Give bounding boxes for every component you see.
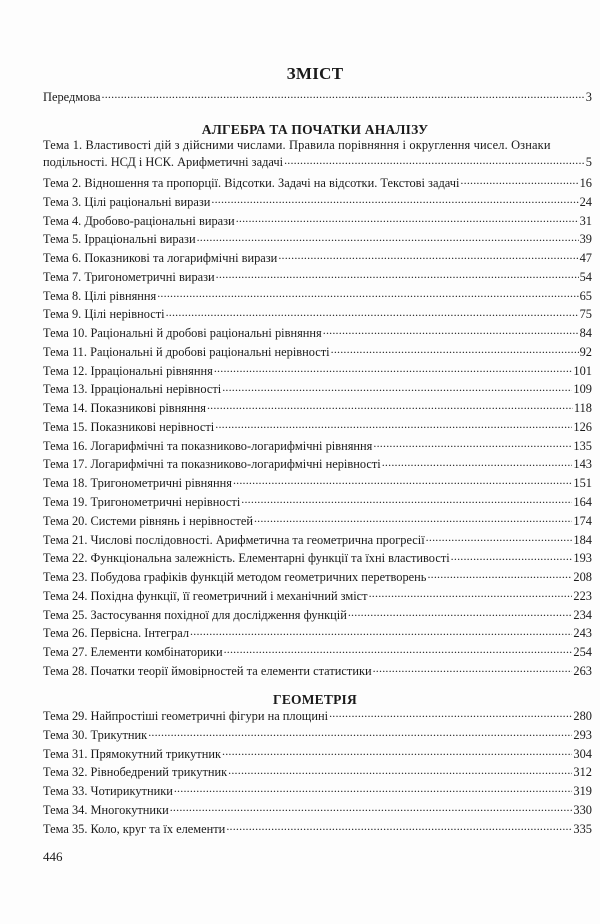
entry-label: Тема 4. Дробово-раціональні вирази (43, 213, 235, 228)
dot-leader (222, 748, 572, 758)
entry-label: Тема 33. Чотирикутники (43, 784, 173, 799)
entry-page-number: 304 (573, 746, 592, 761)
dot-leader (278, 252, 578, 262)
toc-section-geometry (43, 707, 592, 838)
entry-page-number: 280 (573, 709, 592, 723)
entry-label: Тема 27. Елементи комбінаторики (43, 645, 223, 660)
dot-leader (373, 440, 572, 450)
entry-page-number: 54 (579, 269, 592, 284)
dot-leader (323, 327, 579, 337)
entry-label: Тема 11. Раціональні й дробові раціональні нерівності (43, 344, 330, 359)
entry-label: Тема 25. Застосування похідної для дослідження функцій (43, 607, 347, 622)
entry-page-number: 5 (585, 155, 592, 169)
dot-leader (329, 710, 572, 720)
toc-entry[interactable] (43, 493, 592, 512)
entry-page-number: 174 (573, 513, 592, 528)
toc-entry[interactable] (43, 662, 592, 681)
entry-label: Тема 15. Показникові нерівності (43, 419, 215, 434)
entry-label: Тема 32. Рівнобедрений трикутник (43, 765, 228, 780)
toc-entry[interactable] (43, 212, 592, 231)
toc-entry[interactable] (43, 380, 592, 399)
entry-page-number: 312 (573, 765, 592, 780)
entry-label: Тема 34. Многокутники (43, 802, 169, 817)
entry-page-number: 3 (585, 90, 592, 104)
entry-label: Тема 18. Тригонометричні рівняння (43, 476, 232, 491)
dot-leader (216, 271, 579, 281)
entry-page-number: 254 (573, 645, 592, 660)
dot-leader (228, 766, 572, 776)
toc-entry[interactable] (43, 343, 592, 362)
entry-label: Тема 3. Цілі раціональні вирази (43, 194, 211, 209)
toc-entry[interactable] (43, 305, 592, 324)
toc-entry[interactable] (43, 362, 592, 381)
toc-section-algebra (43, 137, 592, 681)
toc-entry[interactable] (43, 587, 592, 606)
entry-label: Тема 30. Трикутник (43, 727, 148, 742)
entry-label: Тема 5. Ірраціональні вирази (43, 232, 196, 247)
entry-page-number: 135 (573, 438, 592, 453)
dot-leader (331, 346, 579, 356)
toc-entry[interactable] (43, 531, 592, 550)
section-title-algebra: АЛГЕБРА ТА ПОЧАТКИ АНАЛІЗУ (201, 122, 429, 137)
entry-page-number: 208 (573, 570, 592, 585)
toc-entry[interactable] (43, 268, 592, 287)
entry-page-number: 193 (573, 551, 592, 566)
dot-leader (211, 196, 578, 206)
entry-label: Тема 19. Тригонометричні нерівності (43, 495, 241, 510)
page-title: ЗМІСТ (286, 64, 344, 83)
entry-label: Тема 8. Цілі рівняння (43, 288, 157, 303)
toc-entry[interactable] (43, 643, 592, 662)
entry-label: Тема 20. Системи рівнянь і нерівностей (43, 513, 253, 528)
entry-page-number: 31 (579, 213, 592, 228)
entry-label: Тема 35. Коло, круг та їх елементи (43, 821, 226, 836)
entry-page-number: 47 (579, 251, 592, 266)
toc-entry[interactable] (43, 249, 592, 268)
entry-label-line2: подільності. НСД і НСК. Арифметичні задачі (43, 155, 284, 169)
dot-leader (348, 609, 573, 619)
dot-leader (426, 534, 573, 544)
section-title-geometry: ГЕОМЕТРІЯ (273, 692, 357, 707)
dot-leader (166, 308, 579, 318)
dot-leader (373, 665, 573, 675)
toc-entry[interactable] (43, 512, 592, 531)
entry-page-number: 16 (579, 176, 592, 190)
entry-label: Тема 16. Логарифмічні та показниково-логарифмічні рівняння (43, 438, 373, 453)
entry-page-number: 243 (573, 626, 592, 641)
dot-leader (460, 177, 578, 187)
entry-page-number: 109 (573, 382, 592, 397)
entry-page-number: 24 (579, 194, 592, 209)
dot-leader (214, 365, 573, 375)
toc-entry[interactable] (43, 745, 592, 764)
entry-page-number: 293 (573, 727, 592, 742)
dot-leader (197, 233, 579, 243)
dot-leader (170, 804, 573, 814)
dot-leader (174, 785, 573, 795)
entry-page-number: 101 (573, 363, 592, 378)
toc-entry[interactable] (43, 624, 592, 643)
entry-page-number: 263 (573, 663, 592, 678)
entry-page-number: 164 (573, 495, 592, 510)
entry-label: Тема 22. Функціональна залежність. Елементарні функції та їхні властивості (43, 551, 450, 566)
entry-label: Тема 21. Числові послідовності. Арифметична та геометрична прогресії (43, 532, 425, 547)
entry-page-number: 335 (573, 821, 592, 836)
dot-leader (148, 729, 572, 739)
toc-entry[interactable] (43, 782, 592, 801)
toc-entry[interactable] (43, 455, 592, 474)
toc-entry[interactable] (43, 763, 592, 782)
toc-entry[interactable] (43, 568, 592, 587)
toc-entry[interactable] (43, 726, 592, 745)
dot-leader (241, 496, 572, 506)
entry-label: Тема 24. Похідна функції, її геометричний і механічний зміст (43, 588, 368, 603)
entry-page-number: 84 (579, 326, 592, 341)
entry-page-number: 39 (579, 232, 592, 247)
toc-entry[interactable] (43, 287, 592, 306)
dot-leader (427, 571, 572, 581)
toc-entry[interactable] (43, 324, 592, 343)
entry-page-number: 126 (573, 419, 592, 434)
entry-page-number: 75 (579, 307, 592, 322)
dot-leader (369, 590, 573, 600)
toc-entry-1[interactable] (43, 137, 592, 171)
dot-leader (190, 627, 572, 637)
entry-label: Тема 7. Тригонометричні вирази (43, 269, 215, 284)
entry-page-number: 330 (573, 802, 592, 817)
entry-page-number: 118 (573, 401, 592, 416)
toc-entry[interactable] (43, 474, 592, 493)
entry-page-number: 92 (579, 344, 592, 359)
page-number-folio: 446 (43, 849, 63, 864)
entry-page-number: 151 (573, 476, 592, 491)
entry-label: Тема 14. Показникові рівняння (43, 401, 206, 416)
toc-entry[interactable] (43, 707, 592, 726)
dot-leader (222, 383, 572, 393)
dot-leader (254, 515, 572, 525)
dot-leader (226, 823, 572, 833)
entry-label: Тема 6. Показникові та логарифмічні вирази (43, 251, 278, 266)
entry-label: Тема 26. Первісна. Інтеграл (43, 626, 190, 641)
entry-page-number: 65 (579, 288, 592, 303)
entry-page-number: 184 (573, 532, 592, 547)
dot-leader (236, 215, 579, 225)
entry-label: Тема 31. Прямокутний трикутник (43, 746, 221, 761)
entry-label: Тема 12. Ірраціональні рівняння (43, 363, 213, 378)
entry-label: Тема 13. Ірраціональні нерівності (43, 382, 222, 397)
entry-label: Тема 29. Найпростіші геометричні фігури на площині (43, 709, 329, 723)
entry-label-line1: Тема 1. Властивості дій з дійсними числами. Правила порівняння і округлення чисел. Ознаки (43, 138, 551, 152)
dot-leader (451, 552, 573, 562)
entry-label: Тема 9. Цілі нерівності (43, 307, 165, 322)
entry-label: Тема 28. Початки теорії ймовірностей та елементи статистики (43, 663, 372, 678)
entry-label: Тема 2. Відношення та пропорції. Відсотки. Задачі на відсотки. Текстові задачі (43, 176, 460, 190)
toc-entry[interactable] (43, 193, 592, 212)
toc-entry[interactable] (43, 399, 592, 418)
entry-label: Тема 10. Раціональні й дробові раціональні рівняння (43, 326, 322, 341)
toc-entry[interactable] (43, 437, 592, 456)
entry-page-number: 143 (573, 457, 592, 472)
toc-entry[interactable] (43, 606, 592, 625)
dot-leader (233, 477, 572, 487)
toc-entry[interactable] (43, 418, 592, 437)
entry-page-number: 234 (573, 607, 592, 622)
toc-entry[interactable] (43, 820, 592, 839)
dot-leader (157, 290, 578, 300)
entry-label: Передмова (43, 90, 101, 104)
entry-page-number: 319 (573, 784, 592, 799)
toc-entry[interactable] (43, 549, 592, 568)
toc-entry-preface[interactable] (43, 88, 592, 107)
toc-entry[interactable] (43, 230, 592, 249)
entry-page-number: 223 (573, 588, 592, 603)
entry-label: Тема 23. Побудова графіків функцій методом геометричних перетворень (43, 570, 427, 585)
dot-leader (215, 421, 572, 431)
toc-entry[interactable] (43, 801, 592, 820)
dot-leader (382, 458, 573, 468)
toc-preface (43, 88, 592, 107)
dot-leader (102, 91, 585, 101)
dot-leader (224, 646, 573, 656)
dot-leader (207, 402, 573, 412)
entry-label: Тема 17. Логарифмічні та показниково-логарифмічні нерівності (43, 457, 381, 472)
dot-leader (284, 156, 585, 166)
toc-entry[interactable] (43, 174, 592, 193)
